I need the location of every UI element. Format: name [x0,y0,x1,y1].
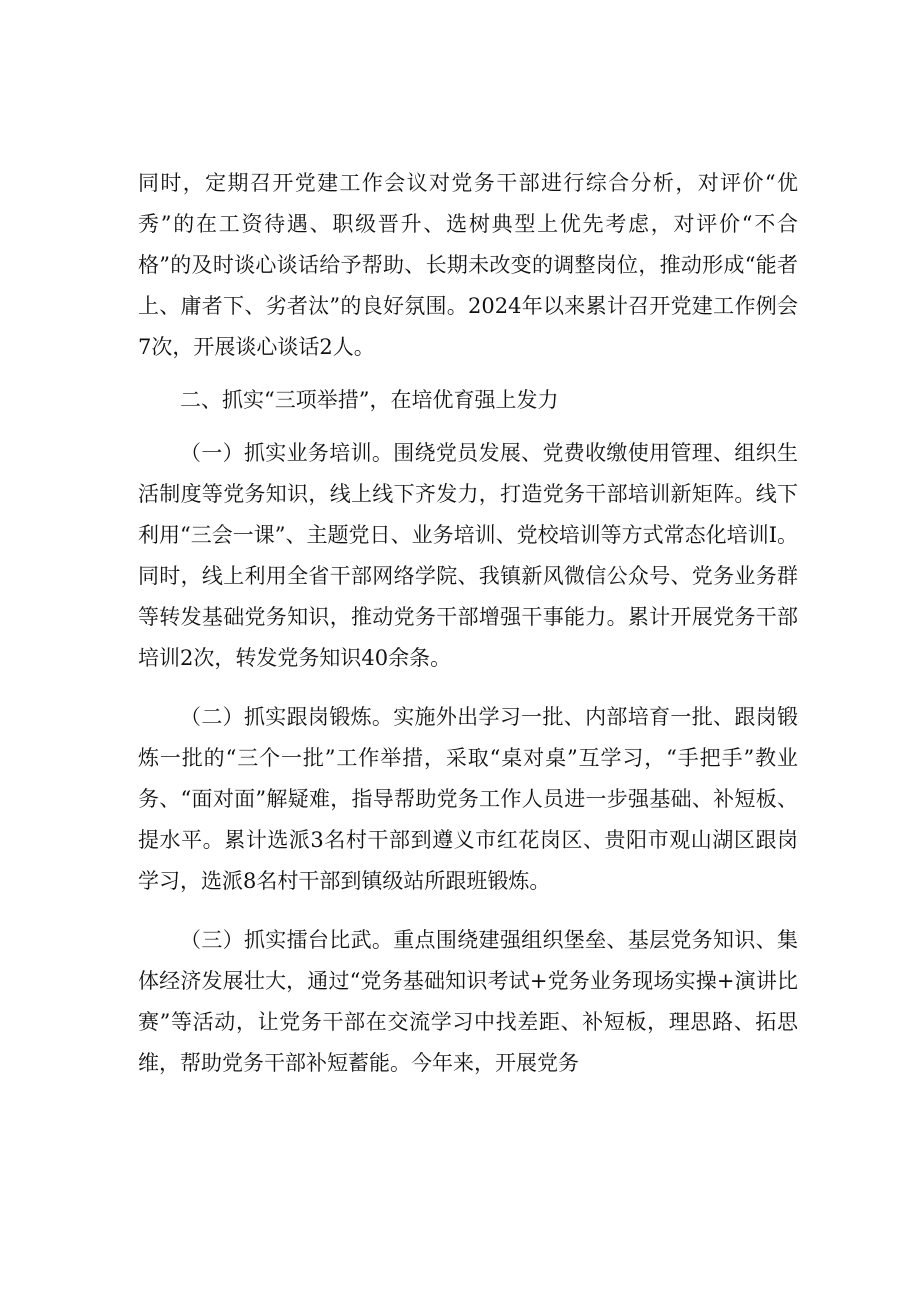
section-heading: 二、抓实“三项举措”，在培优育强上发力 [180,388,559,412]
paragraph-post-training: （二）抓实跟岗锻炼。实施外出学习一批、内部培育一批、跟岗锻炼一批的“三个一批”工作举措，采取“桌对桌”互学习，“手把手”教业务、“面对面”解疑难，指导帮助党务工作人员进一步强基础、补短板、提水平。累计选派3名村干部到遵义市红花岗区、贵阳市观山湖区跟岗学习，选派8名村干部到镇级站所跟班锻炼。 [138,705,798,893]
paragraph-continuation: 同时，定期召开党建工作会议对党务干部进行综合分析，对评价“优秀”的在工资待遇、职级晋升、选树典型上优先考虑，对评价“不合格”的及时谈心谈话给予帮助、长期未改变的调整岗位，推动形成“能者上、庸者下、劣者汰”的良好氛围。2024年以来累计召开党建工作例会7次，开展谈心谈话2人。 [138,171,798,359]
paragraph-competition: （三）抓实擂台比武。重点围绕建强组织堡垒、基层党务知识、集体经济发展壮大，通过“党务基础知识考试+党务业务现场实操+演讲比赛”等活动，让党务干部在交流学习中找差距、补短板，理思路、拓思维，帮助党务干部补短蓄能。今年来，开展党务 [138,928,798,1075]
paragraph-business-training: （一）抓实业务培训。围绕党员发展、党费收缴使用管理、组织生活制度等党务知识，线上线下齐发力，打造党务干部培训新矩阵。线下利用“三会一课”、主题党日、业务培训、党校培训等方式常态化培训I。同时，线上利用全省干部网络学院、我镇新风微信公众号、党务业务群等转发基础党务知识，推动党务干部增强干事能力。累计开展党务干部培训2次，转发党务知识40余条。 [138,441,798,670]
document-body [138,163,798,1084]
